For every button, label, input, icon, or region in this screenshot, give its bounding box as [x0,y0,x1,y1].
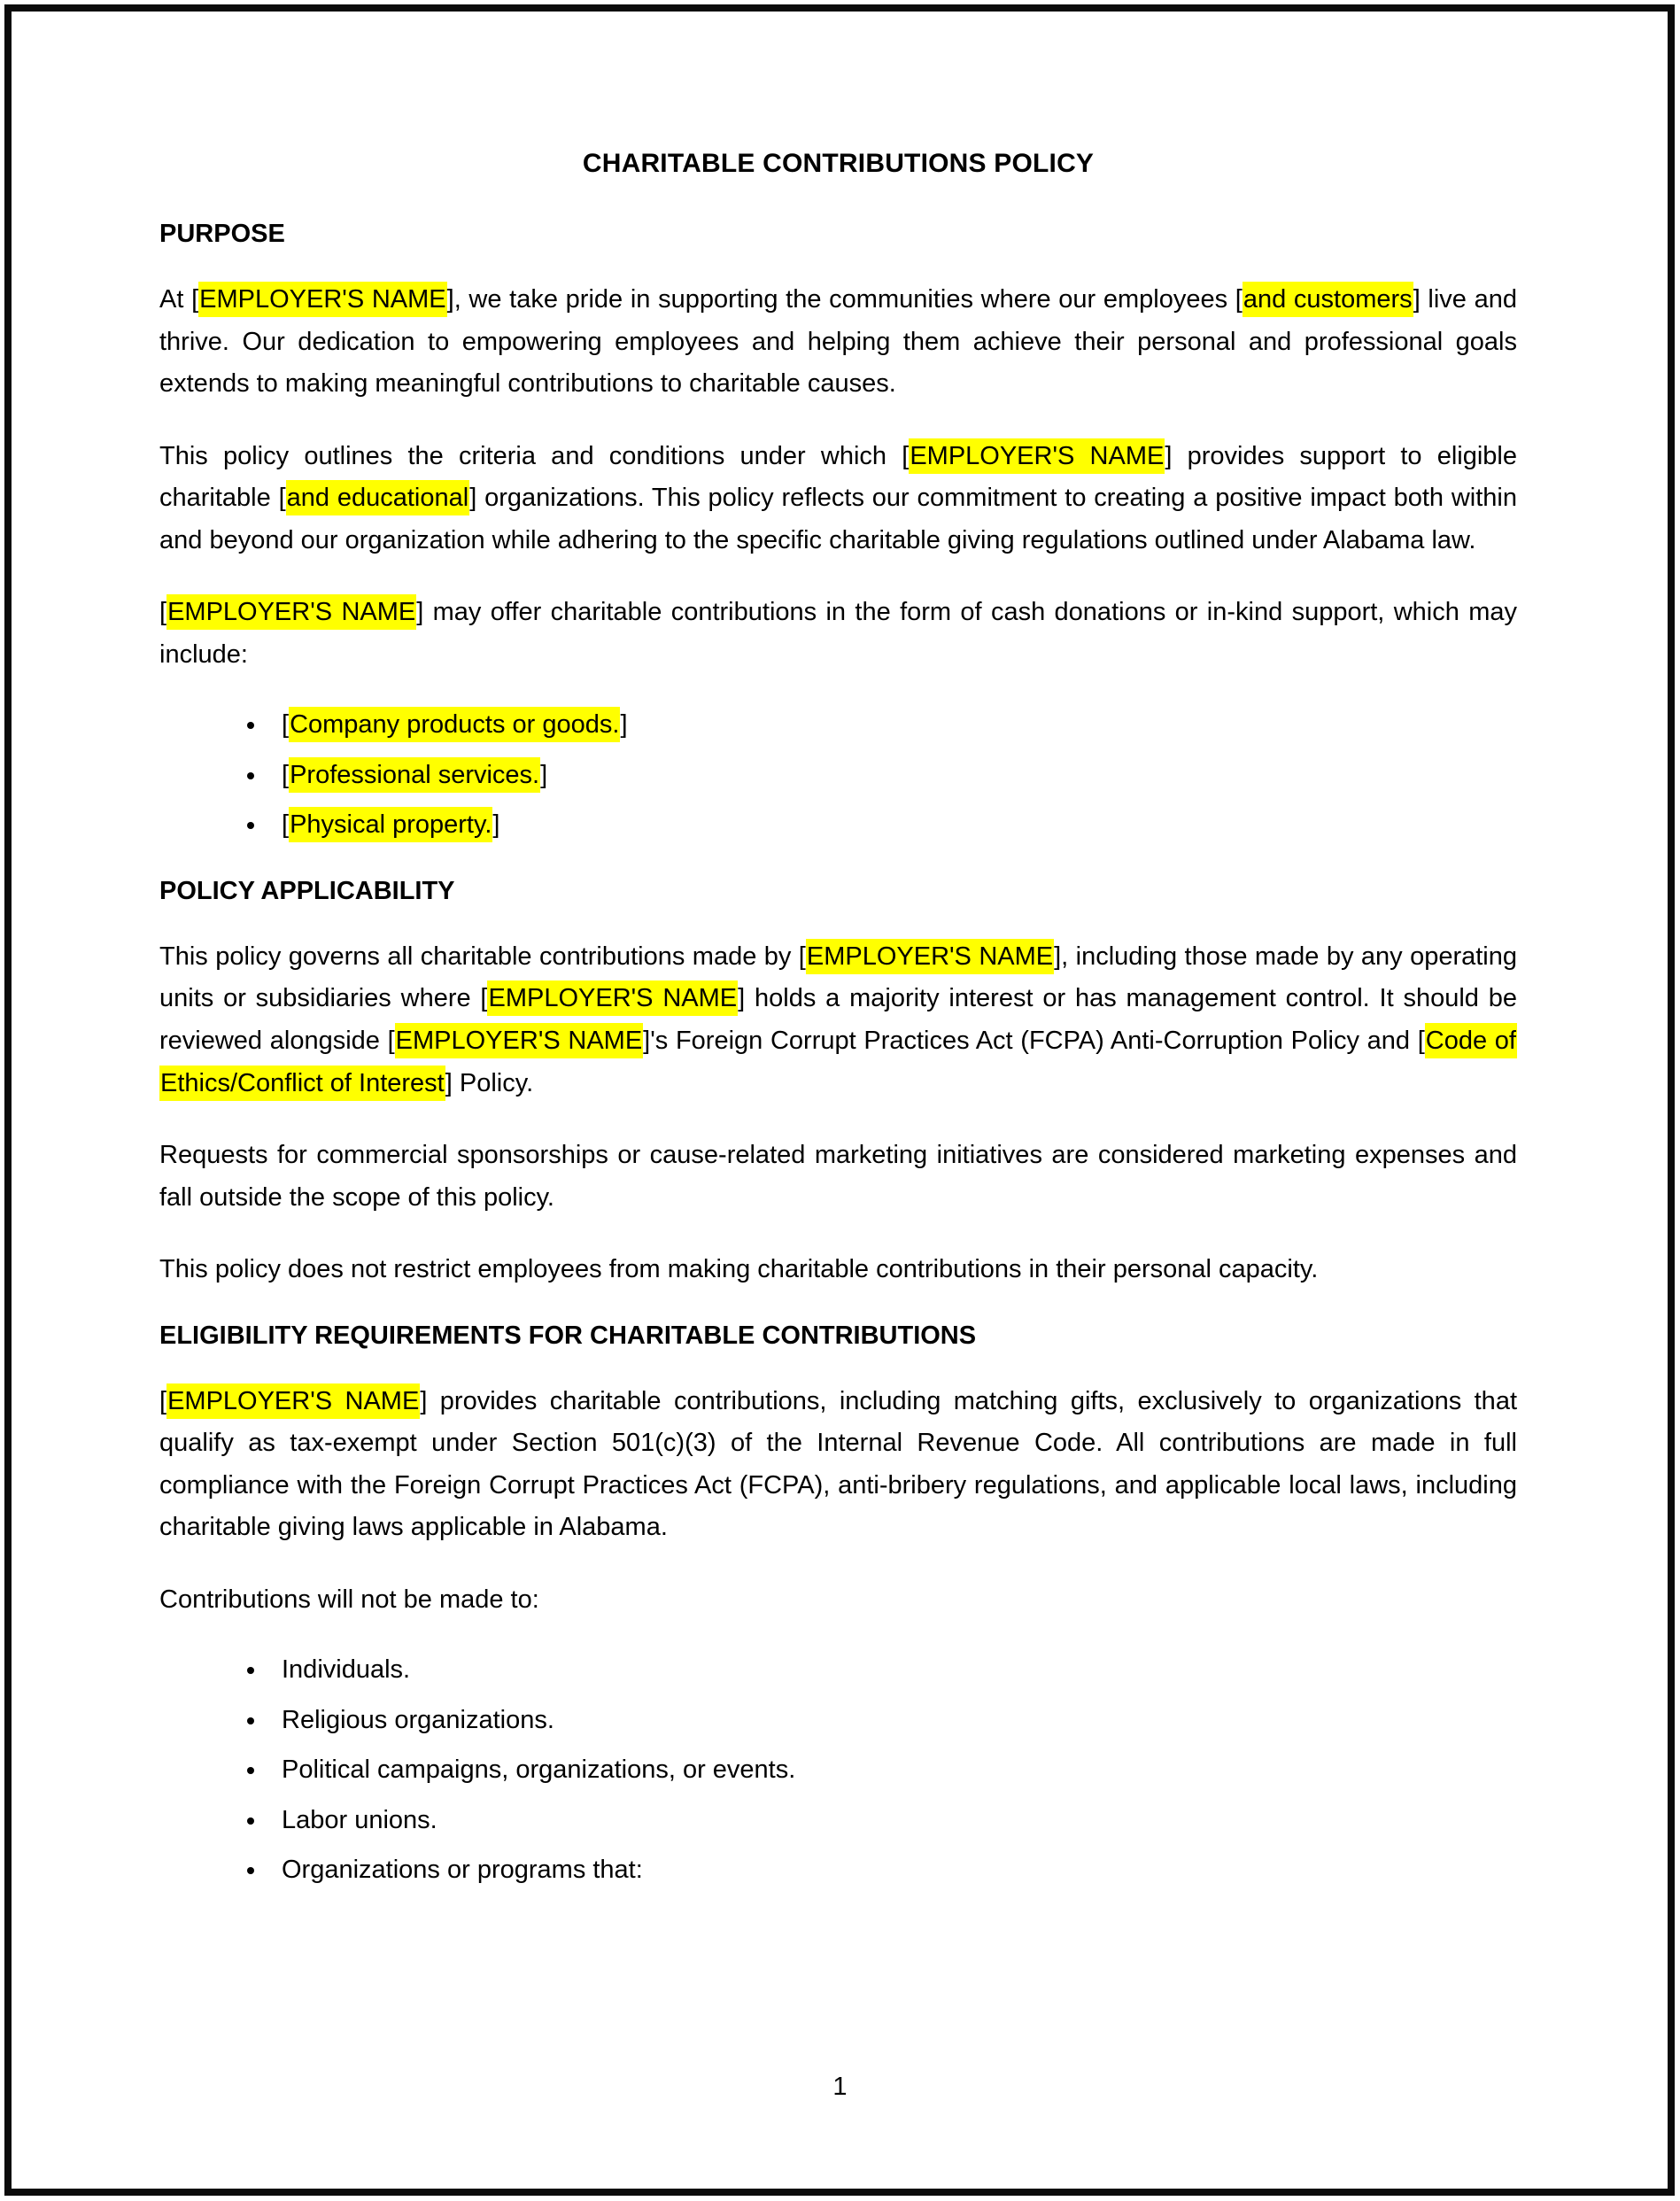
list-item-physical-property: • [Physical property.] [267,806,1517,845]
section-eligibility-requirements [159,1321,1517,1890]
section-policy-applicability [159,877,1517,1291]
eligibility-paragraph-1: [EMPLOYER'S NAME] provides charitable contributions, including matching gifts, exclusively to organizations that qualify as tax-exempt under Section 501(c)(3) of the Internal Revenue Code. All contributions are made in full compliance with the Foreign Corrupt Practices Act (FCPA), anti-bribery regulations, and applicable local laws, including charitable giving laws applicable in Alabama. [159,1381,1517,1549]
purpose-paragraph-2: This policy outlines the criteria and conditions under which [EMPLOYER'S NAME] provides support to eligible charitable [and educational] organizations. This policy reflects our commitment to creating a positive impact both within and beyond our organization while adhering to the specific charitable giving regulations outlined under Alabama law. [159,436,1517,562]
highlighted-placeholder: EMPLOYER'S NAME [487,980,738,1016]
highlighted-placeholder: Physical property. [289,807,492,842]
list-item-company-products: • [Company products or goods.] [267,706,1517,745]
applicability-paragraph-3: This policy does not restrict employees from making charitable contributions in their personal capacity. [159,1255,1319,1284]
list-item-political-campaigns: • Political campaigns, organizations, or events. [267,1751,1517,1790]
eligibility-heading: ELIGIBILITY REQUIREMENTS FOR CHARITABLE CONTRIBUTIONS [159,1321,977,1350]
excluded-recipients-list [159,1651,1517,1890]
purpose-paragraph-3: [EMPLOYER'S NAME] may offer charitable contributions in the form of cash donations or in-kind support, which may include: [159,592,1517,676]
applicability-paragraph-1: This policy governs all charitable contributions made by [EMPLOYER'S NAME], including those made by any operating units or subsidiaries where [EMPLOYER'S NAME] holds a majority interest or has management control. It should be reviewed alongside [EMPLOYER'S NAME]'s Foreign Corrupt Practices Act (FCPA) Anti-Corruption Policy and [Code of Ethics/Conflict of Interest] Policy. [159,936,1517,1104]
list-item-individuals: • Individuals. [267,1651,1517,1690]
highlighted-placeholder: EMPLOYER'S NAME [395,1023,644,1058]
highlighted-placeholder: EMPLOYER'S NAME [806,939,1054,974]
list-item-professional-services: • [Professional services.] [267,756,1517,795]
eligibility-paragraph-2: Contributions will not be made to: [159,1585,539,1614]
list-item-religious-organizations: • Religious organizations. [267,1701,1517,1740]
highlighted-placeholder: EMPLOYER'S NAME [909,438,1165,474]
highlighted-placeholder: Professional services. [289,757,540,793]
applicability-paragraph-2: Requests for commercial sponsorships or cause-related marketing initiatives are considered marketing expenses and fall outside the scope of this policy. [159,1141,1517,1212]
list-item-labor-unions: • Labor unions. [267,1802,1517,1841]
list-item-organizations-or-programs: • Organizations or programs that: [267,1851,1517,1890]
purpose-heading: PURPOSE [159,220,285,248]
page-number: 1 [832,2073,848,2101]
document-content [159,149,1517,1922]
highlighted-placeholder: EMPLOYER'S NAME [166,1383,420,1419]
highlighted-placeholder: and customers [1243,282,1413,317]
highlighted-placeholder: Company products or goods. [289,707,620,742]
highlighted-placeholder: EMPLOYER'S NAME [198,282,447,317]
policy-applicability-heading: POLICY APPLICABILITY [159,876,455,905]
in-kind-support-list [159,706,1517,845]
highlighted-placeholder: EMPLOYER'S NAME [166,594,416,630]
purpose-paragraph-1: At [EMPLOYER'S NAME], we take pride in supporting the communities where our employees [and customers] live and thrive. Our dedication to empowering employees and helping them achieve their personal and professional goals extends to making meaningful contributions to charitable causes. [159,279,1517,406]
highlighted-placeholder: and educational [286,480,470,515]
section-purpose [159,220,1517,845]
highlighted-placeholder: Code of Ethics/Conflict of Interest [159,1023,1517,1101]
document-title: CHARITABLE CONTRIBUTIONS POLICY [582,149,1095,178]
